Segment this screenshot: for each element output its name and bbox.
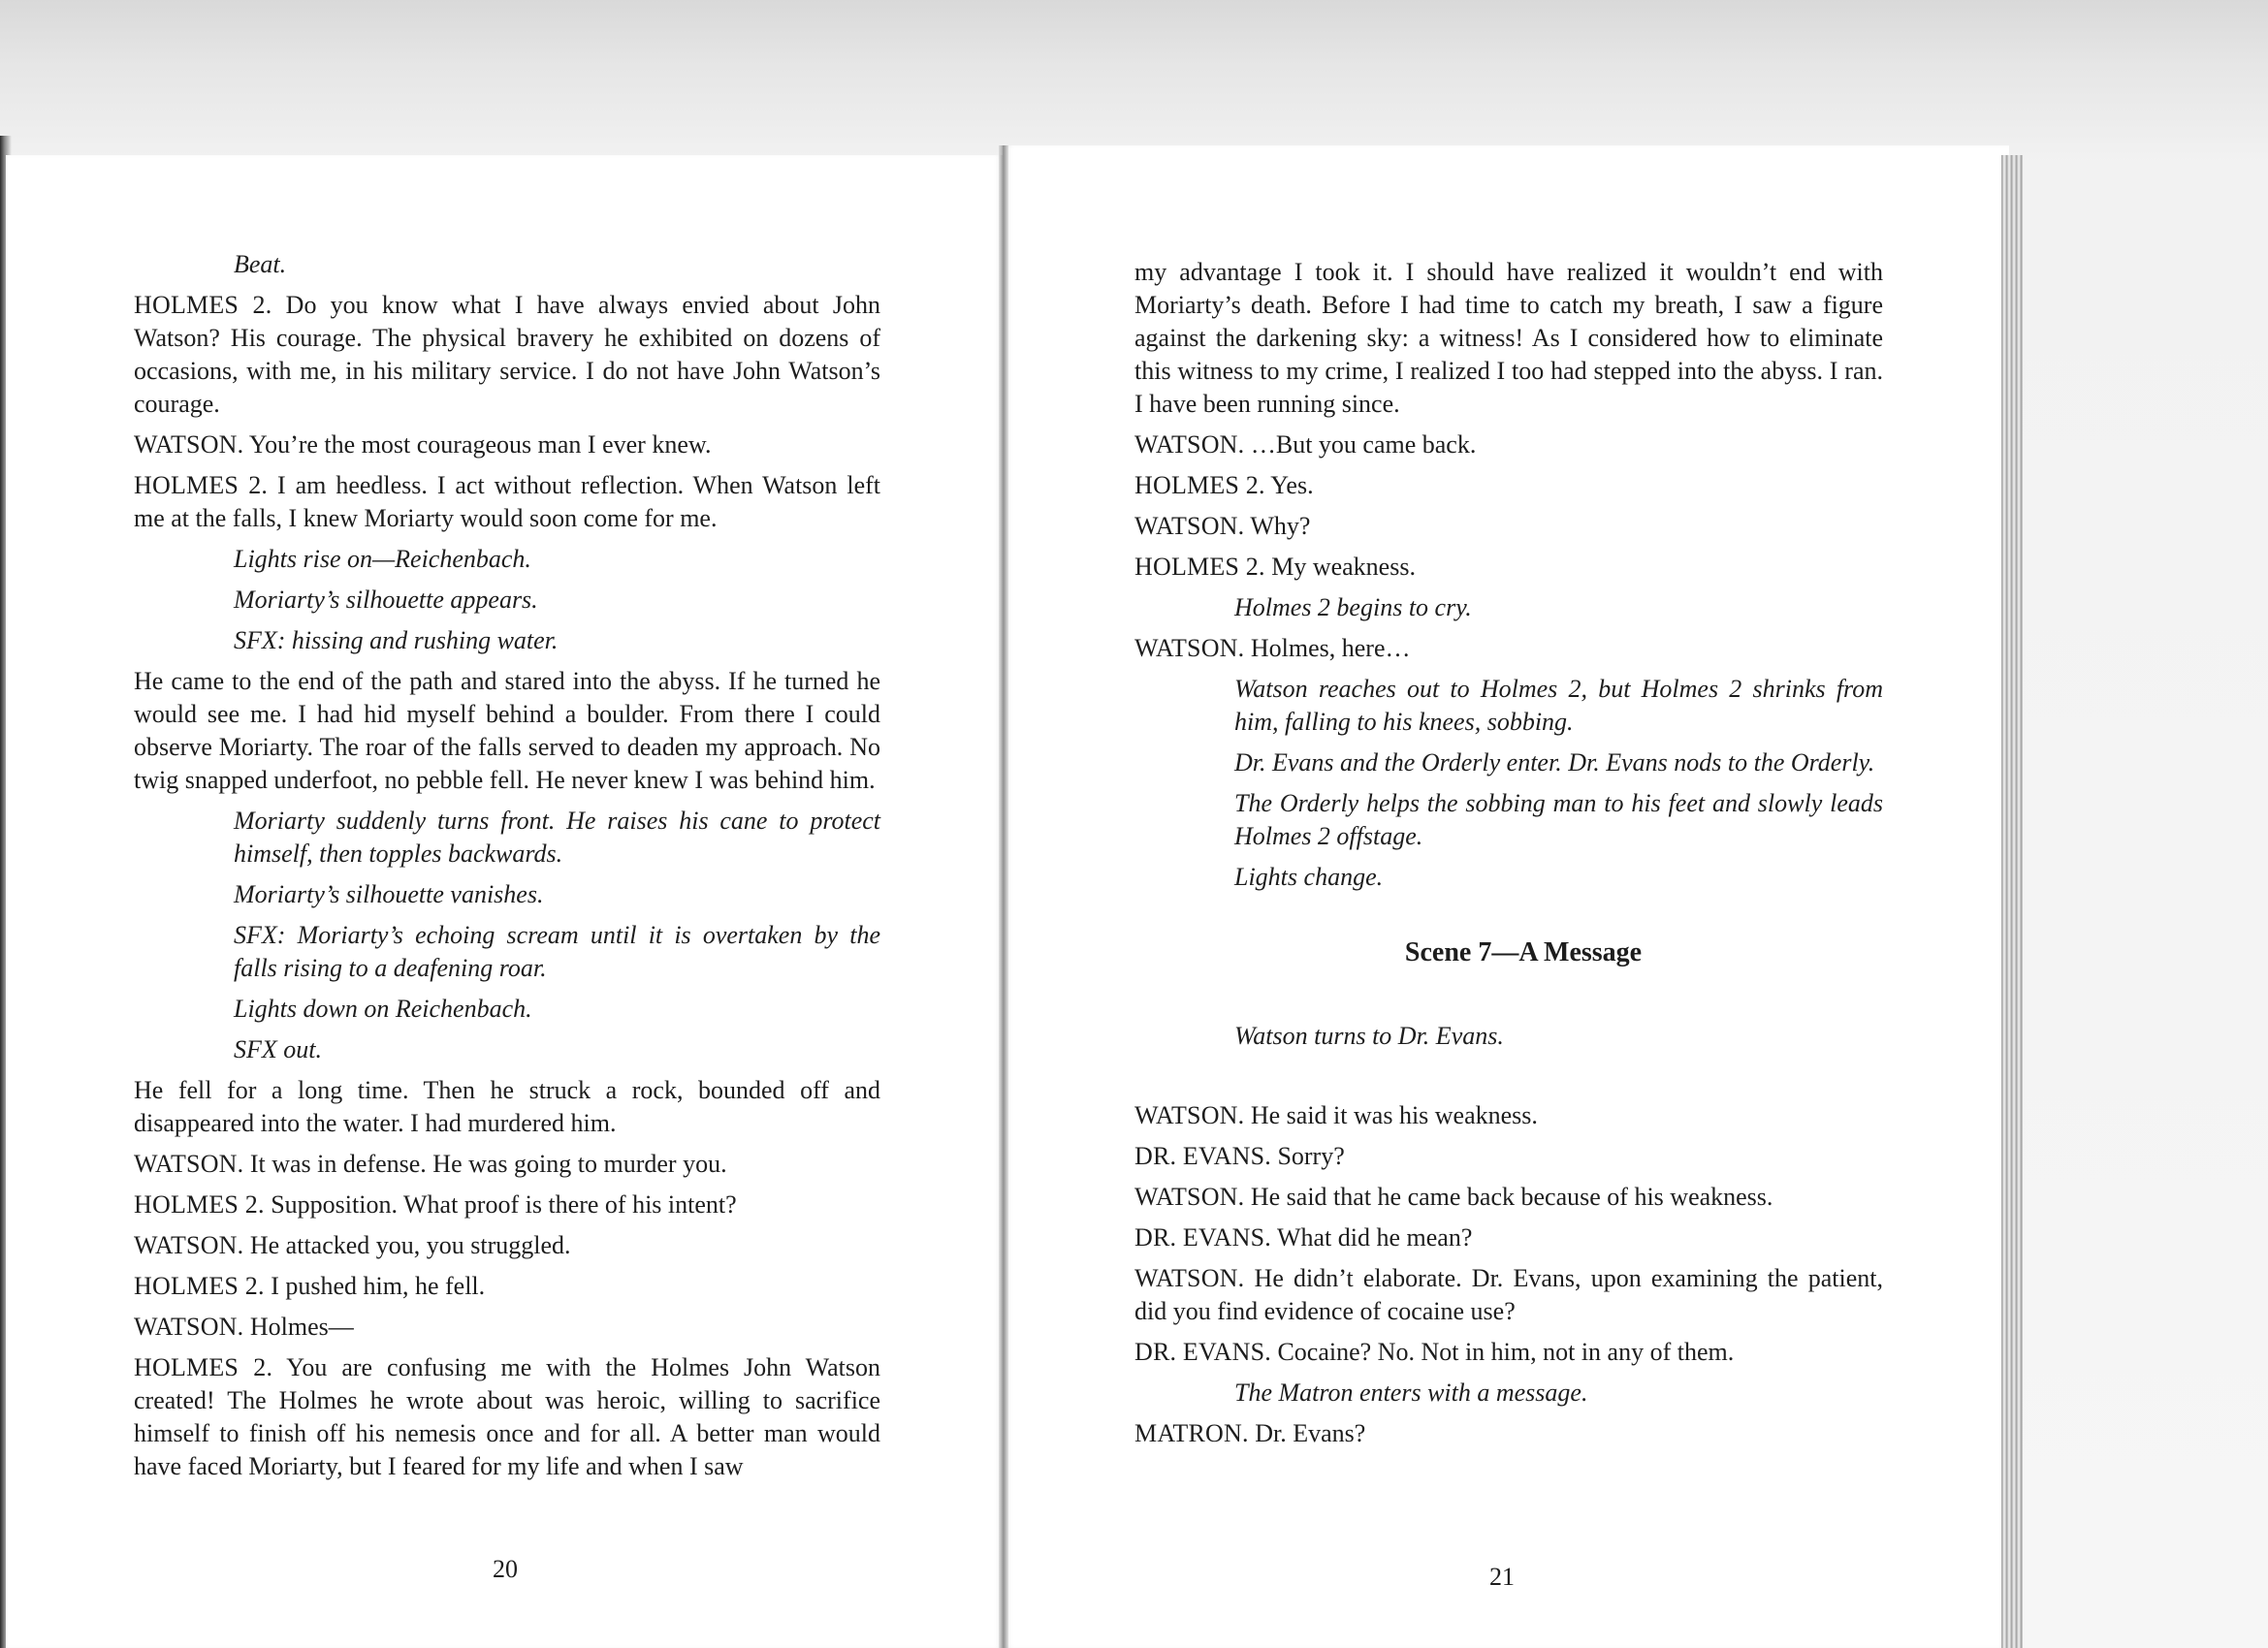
scene-heading: Scene 7—A Message	[1404, 937, 1643, 967]
speaker-name: MATRON.	[1134, 1419, 1249, 1447]
dialogue-text: Supposition. What proof is there of his intent?	[271, 1190, 737, 1219]
dialogue-text: Cocaine? No. Not in him, not in any of them.	[1277, 1338, 1735, 1366]
dialogue-text: He said it was his weakness.	[1250, 1101, 1538, 1129]
dialogue-text: Dr. Evans?	[1255, 1419, 1366, 1447]
stage-direction: Beat.	[234, 250, 287, 278]
speaker-name: WATSON.	[134, 1231, 244, 1259]
dialogue-line	[1134, 1262, 1883, 1328]
speaker-name: WATSON.	[1134, 1101, 1245, 1129]
stage-direction: Watson turns to Dr. Evans.	[1234, 1022, 1504, 1050]
dialogue-line	[1134, 1417, 1883, 1450]
speaker-name: HOLMES 2.	[1134, 471, 1265, 499]
speaker-name: WATSON.	[134, 430, 244, 459]
dialogue-line	[134, 289, 880, 421]
stage-direction: Watson reaches out to Holmes 2, but Holmes 2 shrinks from him, falling to his knees, sobbing.	[1234, 675, 1883, 736]
speaker-name: DR. EVANS.	[1134, 1338, 1271, 1366]
dialogue-text: Holmes—	[249, 1313, 354, 1341]
dialogue-line	[1134, 1221, 1883, 1254]
dialogue-text: Do you know what I have always envied about John Watson? His courage. The physical bravery he exhibited on dozens of occasions, with me, in his military service. I do not have John Watson’s courage.	[134, 291, 880, 418]
stage-direction: Moriarty’s silhouette appears.	[234, 586, 538, 614]
speaker-name: HOLMES 2.	[134, 291, 272, 319]
dialogue-line	[134, 1311, 880, 1344]
dialogue-text: It was in defense. He was going to murder you.	[249, 1150, 727, 1178]
dialogue-line	[1134, 1181, 1883, 1214]
dialogue-text: He didn’t elaborate. Dr. Evans, upon examining the patient, did you find evidence of cocaine use?	[1134, 1264, 1884, 1325]
stage-direction: Lights down on Reichenbach.	[234, 995, 532, 1023]
dialogue-line	[1134, 469, 1883, 502]
stage-direction: Lights rise on—Reichenbach.	[234, 545, 531, 573]
stage-direction: SFX: hissing and rushing water.	[234, 626, 559, 654]
dialogue-continuation: my advantage I took it. I should have realized it wouldn’t end with Moriarty’s death. Before I had time to catch my breath, I saw a figure against the darkening sky: a witness! As I considered how to eliminate this witness to my crime, I realized I too had stepped into the abyss. I ran. I have been running since.	[1134, 258, 1883, 418]
dialogue-line	[134, 1351, 880, 1483]
dialogue-line	[1134, 510, 1883, 543]
dialogue-line	[1134, 1140, 1883, 1173]
dialogue-text: Sorry?	[1277, 1142, 1345, 1170]
stage-direction: Holmes 2 begins to cry.	[1234, 593, 1472, 621]
book-gutter	[999, 145, 1008, 1648]
stage-direction: SFX out.	[234, 1035, 322, 1063]
stage-direction: Lights change.	[1234, 863, 1384, 891]
speaker-name: WATSON.	[134, 1150, 244, 1178]
dialogue-line	[134, 1270, 880, 1303]
speaker-name: WATSON.	[1134, 1183, 1245, 1211]
dialogue-line	[1134, 551, 1883, 584]
page-number-left: 20	[493, 1555, 518, 1583]
left-page-text	[134, 248, 880, 1491]
page-number-right: 21	[1489, 1563, 1515, 1591]
dialogue-line	[134, 1229, 880, 1262]
dialogue-line	[134, 1148, 880, 1181]
speaker-name: WATSON.	[1134, 512, 1245, 540]
dialogue-line	[1134, 1336, 1883, 1369]
speaker-name: WATSON.	[134, 1313, 244, 1341]
stage-direction: Moriarty’s silhouette vanishes.	[234, 880, 544, 908]
dialogue-line	[134, 469, 880, 535]
speaker-name: HOLMES 2.	[1134, 553, 1265, 581]
dialogue-text: Why?	[1250, 512, 1311, 540]
dialogue-line	[1134, 1099, 1883, 1132]
speaker-name: HOLMES 2.	[134, 1272, 265, 1300]
dialogue-text: He attacked you, you struggled.	[249, 1231, 571, 1259]
dialogue-text: My weakness.	[1271, 553, 1416, 581]
dialogue-text: …But you came back.	[1250, 430, 1477, 459]
dialogue-text: What did he mean?	[1276, 1223, 1473, 1252]
stage-direction: SFX: Moriarty’s echoing scream until it is overtaken by the falls rising to a deafening roar.	[234, 921, 880, 982]
speaker-name: WATSON.	[1134, 634, 1245, 662]
dialogue-text: You’re the most courageous man I ever knew.	[248, 430, 712, 459]
speaker-name: HOLMES 2.	[134, 471, 269, 499]
page-edges	[2001, 155, 2023, 1648]
speaker-name: HOLMES 2.	[134, 1190, 265, 1219]
dialogue-line	[1134, 428, 1883, 461]
dialogue-text: He said that he came back because of his weakness.	[1250, 1183, 1773, 1211]
dialogue-text: I pushed him, he fell.	[271, 1272, 486, 1300]
stage-direction: The Orderly helps the sobbing man to his feet and slowly leads Holmes 2 offstage.	[1234, 789, 1883, 850]
dialogue-continuation: He came to the end of the path and stared into the abyss. If he turned he would see me. I had hid myself behind a boulder. From there I could observe Moriarty. The roar of the falls served to deaden my approach. No twig snapped underfoot, no pebble fell. He never knew I was behind him.	[134, 667, 880, 794]
dialogue-text: I am heedless. I act without reflection. When Watson left me at the falls, I knew Moriarty would soon come for me.	[134, 471, 880, 532]
spacer	[1134, 1061, 1883, 1099]
speaker-name: DR. EVANS.	[1134, 1223, 1271, 1252]
speaker-name: HOLMES 2.	[134, 1353, 273, 1381]
stage-direction: Moriarty suddenly turns front. He raises his cane to protect himself, then topples backwards.	[234, 807, 880, 868]
dialogue-line	[134, 428, 880, 461]
right-page-text	[1134, 256, 1883, 1458]
dialogue-line	[1134, 632, 1883, 665]
stage-direction: Dr. Evans and the Orderly enter. Dr. Evans nods to the Orderly.	[1234, 748, 1875, 776]
dialogue-text: Holmes, here…	[1250, 634, 1411, 662]
speaker-name: WATSON.	[1134, 1264, 1245, 1292]
dialogue-text: Yes.	[1270, 471, 1314, 499]
speaker-name: DR. EVANS.	[1134, 1142, 1271, 1170]
dialogue-line	[134, 1188, 880, 1221]
speaker-name: WATSON.	[1134, 430, 1245, 459]
dialogue-continuation: He fell for a long time. Then he struck a rock, bounded off and disappeared into the water. I had murdered him.	[134, 1076, 880, 1137]
stage-direction: The Matron enters with a message.	[1234, 1379, 1588, 1407]
dialogue-text: You are confusing me with the Holmes John Watson created! The Holmes he wrote about was heroic, willing to sacrifice himself to finish off his nemesis once and for all. A better man would have faced Moriarty, but I feared for my life and when I saw	[134, 1353, 880, 1480]
